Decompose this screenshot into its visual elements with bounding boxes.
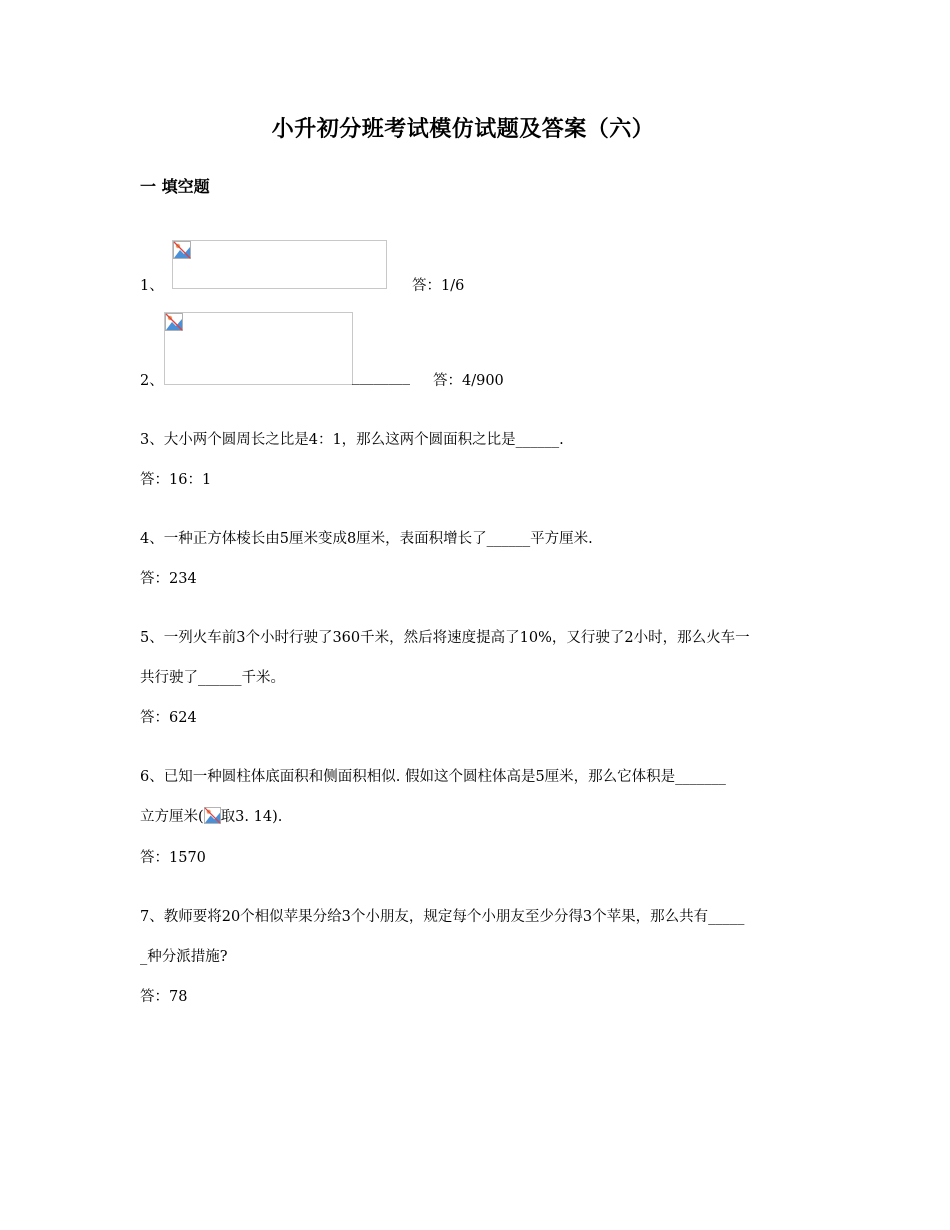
question-6-text-line2	[140, 805, 282, 826]
question-5-text-line1: 5、一列火车前3个小时行驶了360千米，然后将速度提高了10%，又行驶了2小时，那么火车一	[140, 630, 750, 646]
question-5-answer: 答：624	[140, 710, 197, 726]
question-1-image	[172, 240, 387, 289]
question-2-blank: ________	[352, 369, 410, 385]
question-6-text-line1: 6、已知一种圆柱体底面积和侧面积相似. 假如这个圆柱体高是5厘米，那么它体积是_______	[140, 769, 726, 785]
question-4-answer: 答：234	[140, 571, 197, 587]
question-7-text-line2: _种分派措施?	[140, 949, 228, 965]
question-7-text-line1: 7、教师要将20个相似苹果分给3个小朋友，规定每个小朋友至少分得3个苹果，那么共有_____	[140, 909, 745, 925]
question-3-text: 3、大小两个圆周长之比是4：1，那么这两个圆面积之比是______.	[140, 432, 564, 448]
pi-image	[204, 807, 221, 824]
broken-image-icon	[204, 807, 221, 824]
question-6-text-line2-before: 立方厘米(	[140, 809, 204, 825]
question-3-answer: 答：16：1	[140, 472, 212, 488]
question-6-text-line2-after: 取3. 14).	[220, 809, 283, 825]
broken-image-icon	[165, 313, 183, 331]
question-5-text-line2: 共行驶了______千米。	[140, 670, 285, 686]
broken-image-icon	[173, 241, 191, 259]
question-1-answer: 答：1/6	[412, 278, 465, 294]
question-7-answer: 答：78	[140, 989, 188, 1005]
question-1-number: 1、	[140, 278, 164, 294]
question-4-text: 4、一种正方体棱长由5厘米变成8厘米，表面积增长了______平方厘米.	[140, 531, 593, 547]
page-title: 小升初分班考试模仿试题及答案（六）	[271, 116, 655, 142]
section-heading: 一 填空题	[140, 177, 210, 196]
question-2-answer: 答：4/900	[433, 373, 504, 389]
question-2-number: 2、	[140, 373, 164, 389]
question-2-image	[164, 312, 353, 385]
question-6-answer: 答：1570	[140, 850, 206, 866]
